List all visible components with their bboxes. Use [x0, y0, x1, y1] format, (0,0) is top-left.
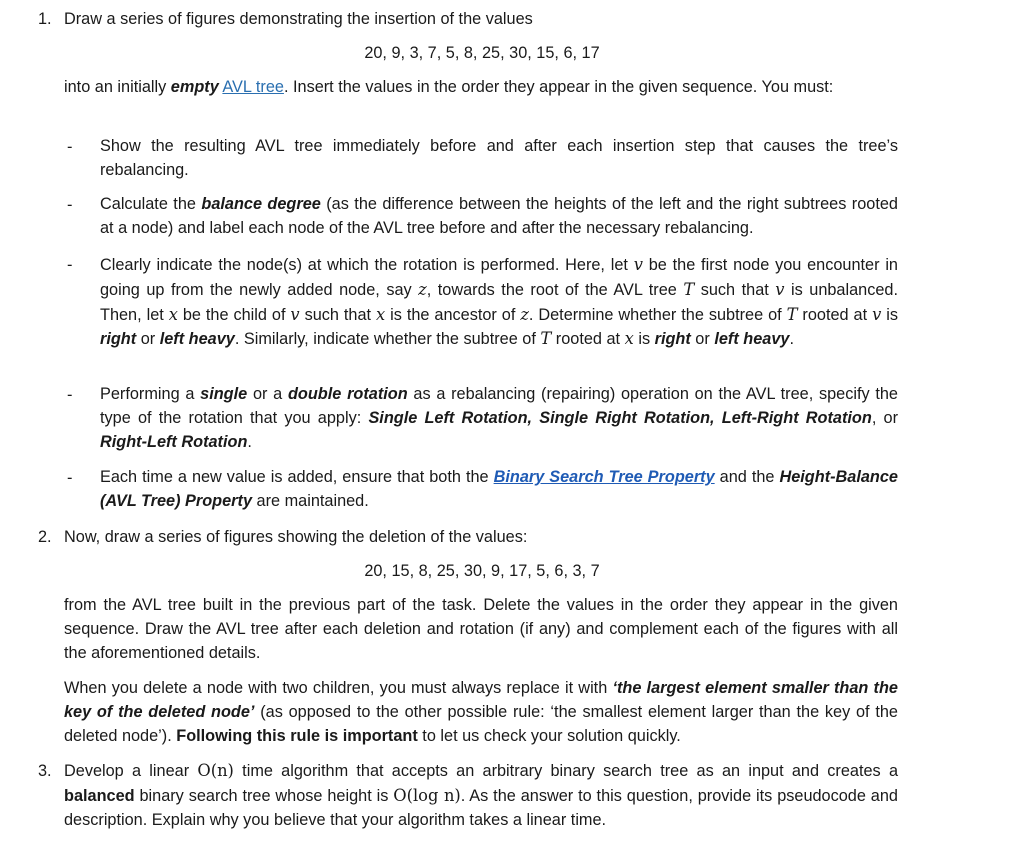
- text: . As the answer to this question, provide its pseudocode and description. Explain why you believe that your algorithm takes a linear time.: [64, 786, 898, 829]
- text: rooted at: [797, 305, 873, 324]
- question-2-intro: Now, draw a series of figures showing the deletion of the values:: [64, 528, 528, 546]
- bst-property-link[interactable]: [494, 468, 715, 486]
- bullet-dash: -: [67, 386, 73, 404]
- deletion-values: 20, 15, 8, 25, 30, 9, 17, 5, 6, 3, 7: [364, 562, 600, 580]
- emphasis-left-heavy: left heavy: [159, 330, 235, 349]
- math-x: x: [168, 304, 178, 324]
- question-3-number: 3.: [38, 762, 52, 780]
- bullet-1: Show the resulting AVL tree immediately before and after each insertion step that causes the tree’s rebalancing.: [100, 137, 898, 179]
- math-v: v: [872, 304, 882, 324]
- math-x: x: [624, 329, 634, 349]
- text: is: [633, 330, 655, 349]
- question-1-paragraph: [64, 76, 898, 100]
- text: Calculate the: [100, 195, 202, 213]
- emphasis-height-balance: Height-Balance (AVL Tree) Property: [100, 468, 898, 510]
- math-T: T: [540, 329, 552, 349]
- math-v: v: [290, 304, 300, 324]
- emphasis-empty: empty: [170, 78, 219, 96]
- text: such that: [694, 280, 776, 299]
- math-x: x: [376, 304, 386, 324]
- question-2-paragraph-2: [64, 677, 898, 748]
- text: Performing a: [100, 385, 201, 403]
- text: . Similarly, indicate whether the subtree of: [234, 330, 541, 349]
- text: be the first node you encounter in going up from the newly added node, say: [100, 256, 898, 299]
- insertion-values: 20, 9, 3, 7, 5, 8, 25, 30, 15, 6, 17: [364, 44, 600, 62]
- question-2-number: 2.: [38, 528, 52, 546]
- question-1-number: 1.: [38, 10, 52, 28]
- text: When you delete a node with two children, you must always replace it with: [64, 679, 613, 697]
- text: (as opposed to the other possible rule: ‘the smallest element larger than the key of the deleted node’).: [64, 702, 898, 745]
- question-3-paragraph: [64, 759, 898, 832]
- emphasis-rotation-types: Single Left Rotation, Single Right Rotation, Left-Right Rotation: [368, 408, 872, 427]
- text: and the: [714, 468, 780, 486]
- math-v: v: [633, 255, 643, 274]
- emphasis-balance-degree: balance degree: [201, 195, 321, 213]
- text: Each time a new value is added, ensure that both the: [100, 468, 494, 486]
- math-z: z: [520, 304, 529, 324]
- emphasis-right-left-rotation: Right-Left Rotation: [100, 432, 248, 451]
- emphasis-balanced: balanced: [64, 786, 135, 805]
- bullet-dash: -: [67, 138, 73, 156]
- text: Develop a linear: [64, 762, 198, 780]
- text: time algorithm that accepts an arbitrary binary search tree as an input and creates a: [233, 762, 898, 780]
- text: . Determine whether the subtree of: [528, 305, 787, 324]
- text: .: [247, 432, 252, 451]
- link-text: Binary Search Tree Property: [493, 468, 715, 486]
- text: be the child of: [177, 305, 291, 324]
- question-1-intro: Draw a series of figures demonstrating the insertion of the values: [64, 10, 533, 28]
- text: rooted at: [551, 330, 625, 349]
- avl-tree-link[interactable]: AVL tree: [222, 78, 284, 96]
- text: as a rebalancing (repairing) operation on the AVL tree, specify the type of the rotation that you apply:: [100, 385, 898, 427]
- text: is: [881, 305, 898, 324]
- bullet-5: [100, 466, 898, 514]
- bullet-4: [100, 383, 898, 454]
- emphasis-left-heavy: left heavy: [714, 330, 790, 349]
- text: Clearly indicate the node(s) at which the rotation is performed. Here, let: [100, 256, 634, 274]
- text: , or: [871, 408, 898, 427]
- text: (as the difference between the heights of the left and the right subtrees rooted at a node) and label each node of the AVL tree before and after the necessary rebalancing.: [100, 195, 898, 237]
- text: binary search tree whose height is: [134, 786, 394, 805]
- emphasis-double-rotation: double rotation: [287, 385, 408, 403]
- math-v: v: [775, 279, 785, 299]
- bullet-dash: -: [67, 256, 73, 274]
- text: is the ancestor of: [385, 305, 521, 324]
- emphasis-right: right: [100, 330, 137, 349]
- text: or: [136, 330, 160, 349]
- text: or: [690, 330, 715, 349]
- text: or a: [247, 385, 288, 403]
- math-o-n: O(n): [197, 761, 234, 780]
- bullet-3: [100, 253, 898, 352]
- emphasis-single: single: [200, 385, 248, 403]
- bullet-dash: -: [67, 196, 73, 214]
- text: into an initially: [64, 78, 171, 96]
- math-z: z: [418, 279, 427, 299]
- emphasis-largest-element: ‘the largest element smaller than the key of the deleted node’: [64, 679, 898, 721]
- math-o-log-n: O(log n): [393, 785, 461, 805]
- text: .: [789, 330, 794, 349]
- emphasis-right: right: [654, 330, 691, 349]
- emphasis-rule-important: Following this rule is important: [176, 726, 418, 745]
- bullet-2: [100, 193, 898, 241]
- math-T: T: [786, 304, 798, 324]
- text: such that: [299, 305, 376, 324]
- text: are maintained.: [252, 491, 369, 510]
- text: to let us check your solution quickly.: [417, 726, 681, 745]
- bullet-dash: -: [67, 469, 73, 487]
- text: is unbalanced. Then, let: [100, 280, 898, 324]
- math-T: T: [683, 279, 695, 299]
- text: . Insert the values in the order they appear in the given sequence. You must:: [283, 78, 834, 96]
- question-2-paragraph-1: from the AVL tree built in the previous part of the task. Delete the values in the order they appear in the given sequence. Draw the AVL tree after each deletion and rotation (if any) and complement each of the figures with all the aforementioned details.: [64, 596, 898, 662]
- text: , towards the root of the AVL tree: [426, 280, 684, 299]
